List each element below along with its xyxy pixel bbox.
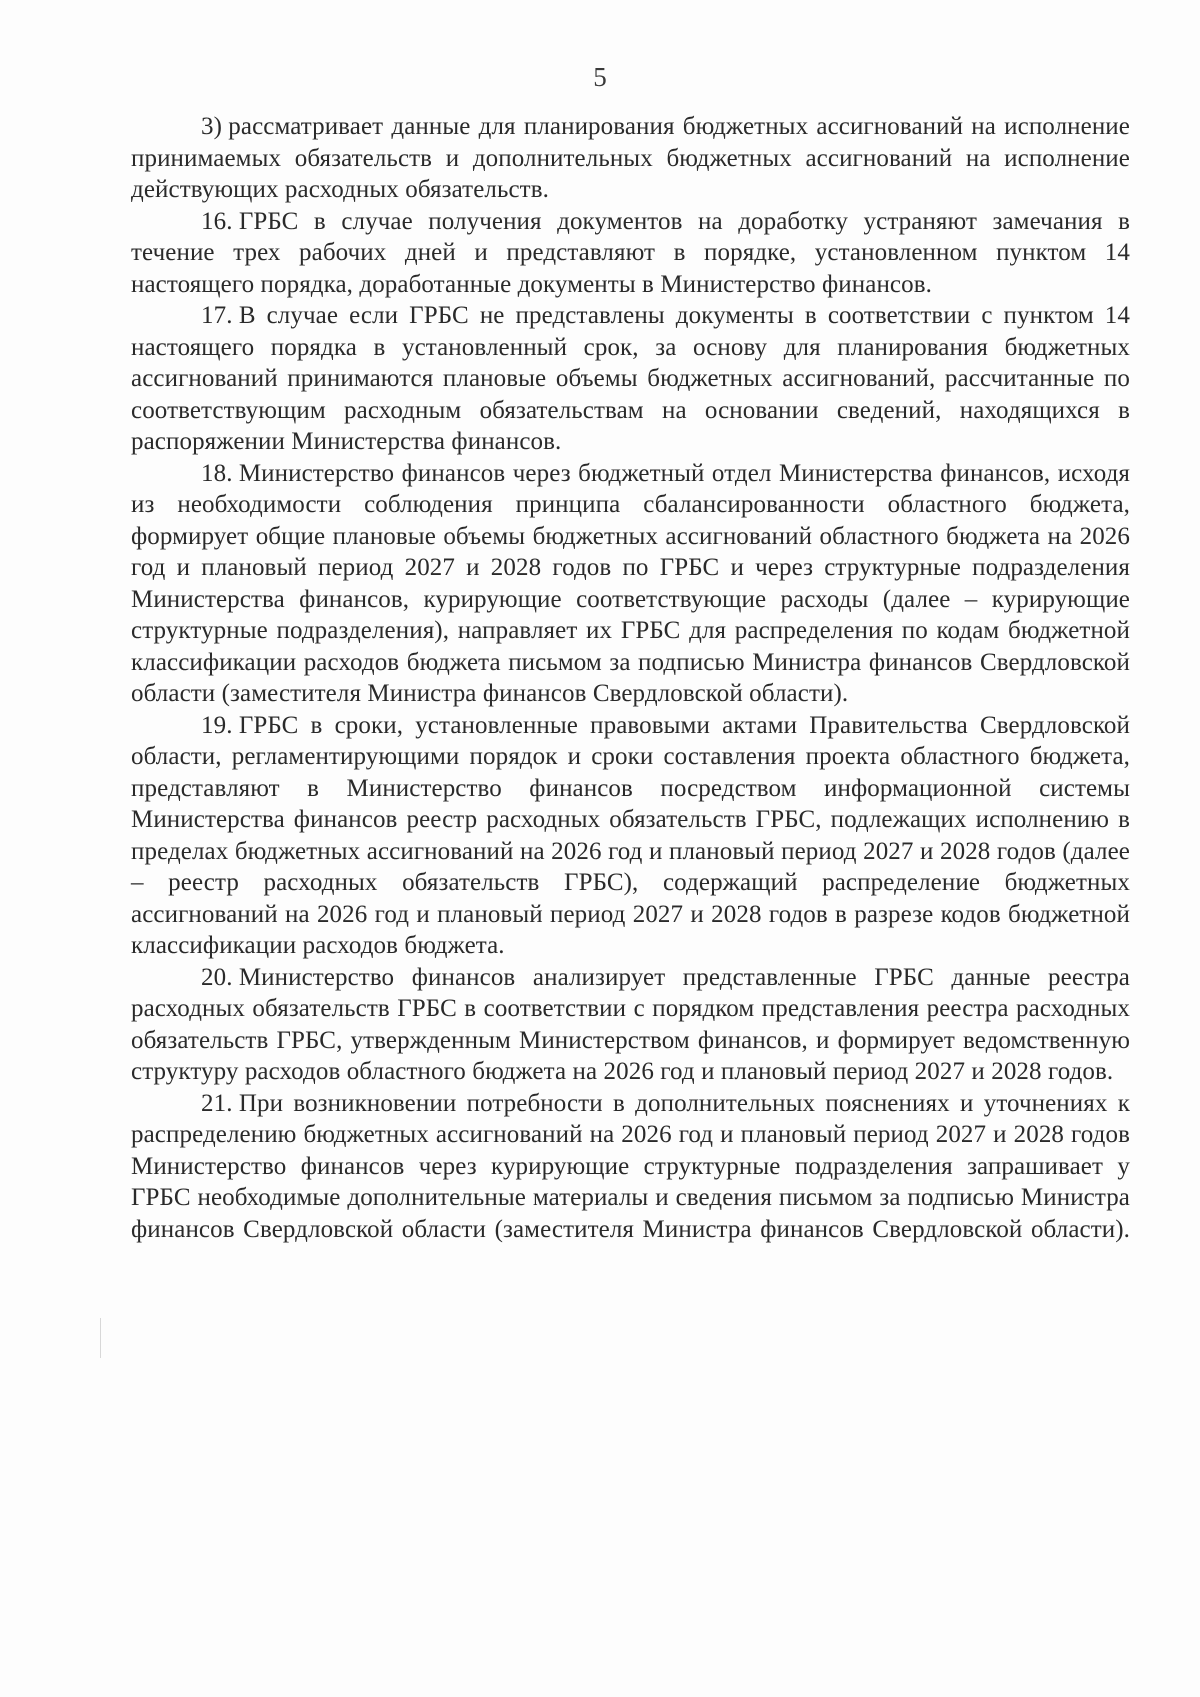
paragraph-16 <box>131 206 1130 301</box>
paragraph-text: рассматривает данные для планирования бюджетных ассигнований на исполнение принимаемых обязательств и дополнительных бюджетных ассигнований на исполнение действующих расходных обязательств. <box>131 113 1130 203</box>
paragraph-number: 20. <box>201 963 233 991</box>
paragraph-text: ГРБС в сроки, установленные правовыми актами Правительства Свердловской области, регламентирующими порядок и сроки составления проекта областного бюджета, представляют в Министерство финансов посредством информационной системы Министерства финансов реестр расходных обязательств ГРБС, подлежащих исполнению в пределах бюджетных ассигнований на 2026 год и плановый период 2027 и 2028 годов (далее – реестр расходных обязательств ГРБС), содержащий распределение бюджетных ассигнований на 2026 год и плановый период 2027 и 2028 годов в разрезе кодов бюджетной классификации расходов бюджета. <box>131 711 1130 959</box>
paragraph-18 <box>131 458 1130 710</box>
paragraph-number: 16. <box>201 207 233 235</box>
paragraph-17 <box>131 300 1130 458</box>
paragraph-text: В случае если ГРБС не представлены документы в соответствии с пунктом 14 настоящего порядка в установленный срок, за основу для планирования бюджетных ассигнований принимаются плановые объемы бюджетных ассигнований, рассчитанные по соответствующим расходным обязательствам на основании сведений, находящихся в распоряжении Министерства финансов. <box>131 302 1130 455</box>
paragraph-text: Министерство финансов через бюджетный отдел Министерства финансов, исходя из необходимости соблюдения принципа сбалансированности областного бюджета, формирует общие плановые объемы бюджетных ассигнований областного бюджета на 2026 год и плановый период 2027 и 2028 годов по ГРБС и через структурные подразделения Министерства финансов, курирующие соответствующие расходы (далее – курирующие структурные подразделения), направляет их ГРБС для распределения по кодам бюджетной классификации расходов бюджета письмом за подписью Министра финансов Свердловской области (заместителя Министра финансов Свердловской области). <box>131 459 1130 707</box>
paragraph-text: Министерство финансов анализирует представленные ГРБС данные реестра расходных обязательств ГРБС в соответствии с порядком представления реестра расходных обязательств ГРБС, утвержденным Министерством финансов, и формирует ведомственную структуру расходов областного бюджета на 2026 год и плановый период 2027 и 2028 годов. <box>131 963 1130 1085</box>
paragraph-20 <box>131 962 1130 1088</box>
paragraph-number: 19. <box>201 711 233 739</box>
paragraph-text: ГРБС в случае получения документов на доработку устраняют замечания в течение трех рабочих дней и представляют в порядке, установленном пунктом 14 настоящего порядка, доработанные документы в Министерство финансов. <box>131 207 1130 298</box>
page-number: 5 <box>593 62 607 92</box>
paragraph-text: При возникновении потребности в дополнительных пояснениях и уточнениях к распределению бюджетных ассигнований на 2026 год и плановый период 2027 и 2028 годов Министерство финансов через курирующие структурные подразделения запрашивает у ГРБС необходимые дополнительные материалы и сведения письмом за подписью Министра финансов Свердловской области (заместителя Министра финансов Свердловской области). <box>131 1089 1130 1243</box>
paragraph-number: 18. <box>201 459 233 487</box>
paragraph-number: 3) <box>201 113 223 140</box>
paragraph-19 <box>131 710 1130 962</box>
paragraph-3 <box>131 111 1130 206</box>
scan-artifact-line <box>100 1318 101 1358</box>
paragraph-number: 17. <box>201 302 233 329</box>
document-body <box>131 111 1130 1245</box>
paragraph-number: 21. <box>201 1089 233 1117</box>
paragraph-21 <box>131 1088 1130 1246</box>
